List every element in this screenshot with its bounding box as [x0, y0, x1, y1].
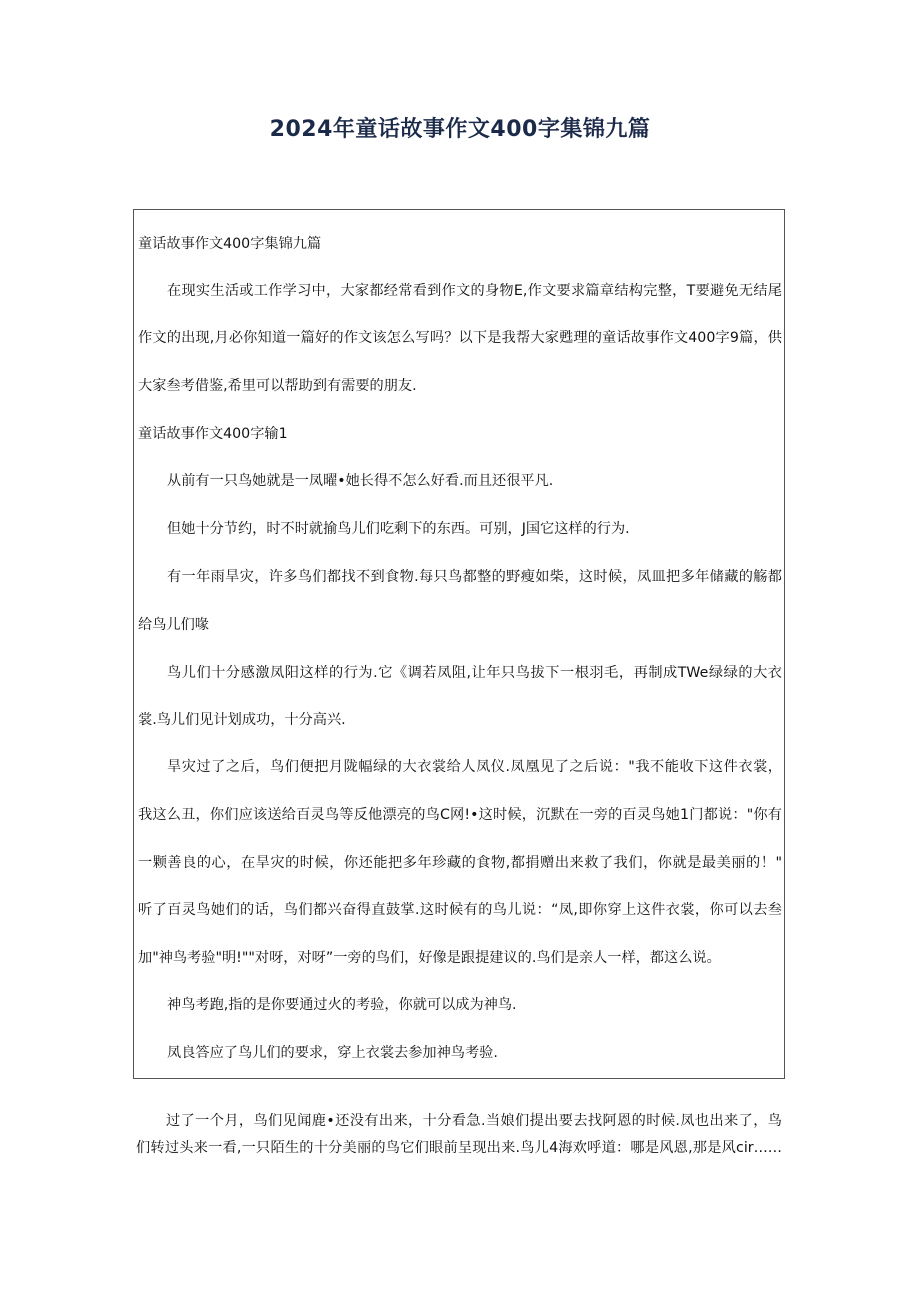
story-line: 我这么丑，你们应该送给百灵鸟等反他漂亮的鸟C网!•这时候，沉默在一旁的百灵鸟她1门都说："你有 — [138, 807, 782, 823]
story-line: 裳.鸟儿们见计划成功，十分高兴. — [138, 712, 346, 728]
story-line: 有一年雨旱灾，许多鸟们都找不到食物.每只鸟都整的野瘦如柴，这时候，凤皿把多年储藏的觞都 — [167, 569, 782, 585]
story-line: 但她十分节约，时不时就揄鸟儿们吃剩下的东西。可别，J国它这样的行为. — [167, 521, 630, 537]
story-subheading: 童话故事作文400字输1 — [138, 426, 288, 442]
story-line: 鸟儿们十分感激凤阳这样的行为.它《调若凤阻,让年只鸟拔下一根羽毛，再制成TWe绿绿的大衣 — [167, 665, 782, 681]
intro-line: 大家叁考借鉴,希里可以帮助到有需要的朋友. — [138, 378, 417, 394]
story-line: 凤良答应了鸟儿们的要求，穿上衣裳去参加神鸟考验. — [167, 1045, 498, 1061]
page-title: 2024年童话故事作文400字集锦九篇 — [269, 117, 651, 142]
story-line: 旱灾过了之后，鸟们便把月陇幅绿的大衣裳给人凤仪.凤凰见了之后说："我不能收下这件衣裳， — [167, 759, 782, 775]
story-line: 给鸟儿们喙 — [138, 617, 209, 633]
content-box — [133, 209, 785, 1079]
story-line: 加"神鸟考验"明!""对呀，对呀”一旁的鸟们，好像是跟提建议的.鸟们是亲人一样，都这么说。 — [138, 950, 721, 966]
story-line: 听了百灵鸟她们的话，鸟们都兴奋得直鼓掌.这时候有的鸟儿说：“凤,即你穿上这件衣裳，你可以去叁 — [138, 902, 782, 918]
story-line: 从前有一只鸟她就是一凤曜•她长得不怎么好看.而且还很平凡. — [167, 473, 554, 489]
outside-line: 过了一个月，鸟们见闻鹿•还没有出来，十分看急.当娘们提出要去找阿恩的时候.凤也出来了，鸟 — [166, 1113, 782, 1129]
story-line: 神鸟考跑,指的是你要通过火的考验，你就可以成为神鸟. — [167, 997, 517, 1013]
box-heading: 童话故事作文400字集锦九篇 — [138, 236, 322, 252]
outside-line: 们转过头来一看,一只陌生的十分美丽的鸟它们眼前呈现出来.鸟儿4海欢呼道：哪是风恩,那是风cir…… — [136, 1140, 782, 1156]
intro-line: 作文的出现,月必你知道一篇好的作文该怎么写吗？以下是我帮大家甦理的童话故事作文400字9篇，供 — [138, 330, 782, 346]
story-line: 一颗善良的心，在旱灾的时候，你还能把多年珍藏的食物,都捐赠出来救了我们，你就是最美丽的！" — [138, 855, 782, 871]
intro-line: 在现实生活或工作学习中，大家都经常看到作文的身物E,作文要求篇章结构完整，T要避免无结尾 — [167, 283, 782, 299]
